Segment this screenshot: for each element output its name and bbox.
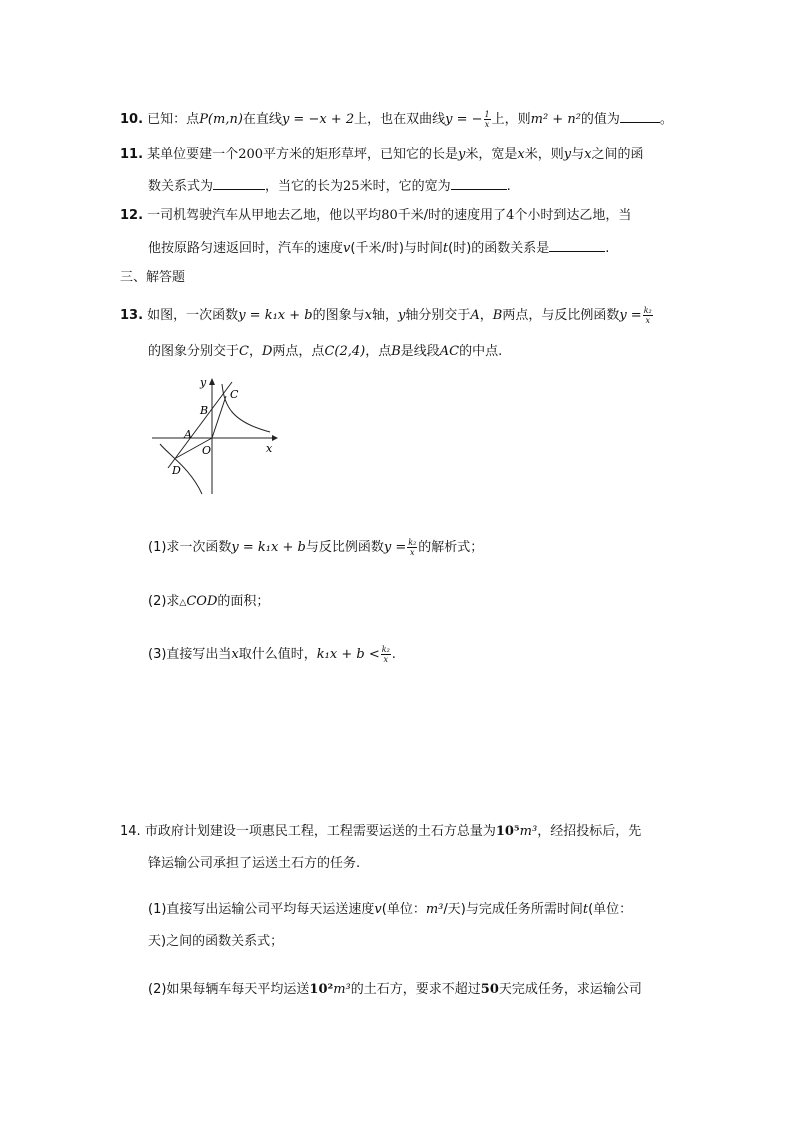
text: . — [605, 241, 610, 256]
text: 一司机驾驶汽车从甲地去乙地，他以平均 — [147, 208, 382, 223]
number: 50 — [480, 982, 499, 997]
question-13-part-2 — [148, 592, 269, 613]
text: 米时，它的宽为 — [359, 179, 451, 194]
text: (3)直接写出当 — [148, 647, 232, 662]
hyperbola-branch-lower — [160, 444, 202, 494]
text: 上，也在双曲线 — [354, 112, 446, 127]
x-axis-arrow — [272, 435, 278, 441]
question-14-part-1-line-2 — [148, 932, 283, 952]
question-14-line-1 — [120, 822, 641, 842]
math-var: v — [374, 902, 382, 917]
math-var: B — [391, 344, 401, 359]
segment-oc — [212, 396, 226, 438]
math-segment: AC — [439, 344, 460, 359]
fraction-numerator: k₂ — [408, 538, 417, 547]
fraction — [381, 645, 391, 664]
math-expression: m² + n² — [530, 112, 581, 127]
text: (单位： — [588, 902, 633, 917]
text: 两点，点 — [272, 344, 325, 359]
question-14-part-1-line-1 — [148, 900, 632, 920]
math-inequality: k₁x + b < — [316, 647, 380, 662]
text: 已知：点 — [147, 112, 200, 127]
text: 是线段 — [400, 344, 440, 359]
question-12-line-2 — [148, 237, 609, 259]
math-var: C — [239, 344, 249, 359]
question-number: 12. — [120, 208, 144, 223]
number: 80 — [381, 208, 398, 223]
math-hyperbola-eq: y = − — [445, 112, 483, 127]
question-13-part-1 — [148, 538, 483, 558]
text: 米，宽是 — [465, 147, 518, 162]
fraction-denominator: x — [383, 655, 388, 664]
text: 千米/时的速度用了 — [397, 208, 507, 223]
text: (时)的函数关系是 — [448, 241, 550, 256]
text: 在直线 — [242, 112, 282, 127]
text: 他按原路匀速返回时，汽车的速度 — [148, 241, 344, 256]
fraction-denominator: x — [484, 120, 490, 129]
text: 两点，与反比例函数 — [502, 308, 620, 323]
math-var: y — [458, 147, 466, 162]
number: 25 — [343, 179, 360, 194]
fraction — [407, 538, 417, 557]
text: 的值为 — [580, 112, 620, 127]
text: 的图象分别交于 — [148, 344, 240, 359]
question-number: 14. — [120, 824, 141, 839]
math-unit: m³ — [425, 902, 444, 917]
text: 轴分别交于 — [405, 308, 471, 323]
text: 个小时到达乙地，当 — [514, 208, 632, 223]
text: 上，则 — [491, 112, 531, 127]
text: (1)求一次函数 — [148, 540, 232, 555]
math-point: C(2,4) — [324, 344, 366, 359]
question-number: 11. — [120, 147, 144, 162]
question-13-part-3 — [148, 645, 396, 665]
fraction — [484, 110, 491, 129]
math-var: y — [397, 308, 406, 323]
math-point: P(m,n) — [199, 112, 243, 127]
fraction-denominator: x — [409, 548, 415, 557]
number: 10² — [309, 982, 334, 997]
section-heading: 三、解答题 — [120, 270, 186, 285]
text: 与反比例函数 — [305, 540, 384, 555]
answer-blank[interactable] — [620, 108, 660, 123]
answer-blank[interactable] — [451, 175, 507, 190]
math-unit: m³ — [519, 824, 538, 839]
math-unit: m³ — [333, 982, 351, 997]
text: 的图象与 — [312, 308, 365, 323]
number: 200 — [238, 147, 264, 162]
text: . — [506, 179, 511, 194]
math-var: D — [261, 344, 273, 359]
fraction-numerator: 1 — [484, 110, 490, 119]
math-var: v — [343, 241, 351, 256]
math-var: x — [364, 308, 372, 323]
math-var: x — [517, 147, 525, 162]
text: 天完成任务，求运输公司 — [498, 982, 642, 997]
text: 如图，一次函数 — [147, 308, 239, 323]
text: 的解析式； — [418, 540, 484, 555]
function-graph-figure — [150, 376, 280, 498]
point-a-label: A — [184, 428, 192, 441]
question-11-line-2 — [148, 175, 511, 197]
point-b-label: B — [200, 404, 209, 417]
origin-label: O — [202, 444, 212, 457]
math-var: y — [563, 147, 572, 162]
linear-function-line — [168, 382, 232, 468]
math-linear-eq: y = k₁x + b — [238, 308, 313, 323]
triangle-symbol: △ — [179, 598, 187, 608]
question-13-line-1 — [120, 306, 654, 326]
question-number: 13. — [120, 308, 144, 323]
math-linear-eq: y = k₁x + b — [231, 540, 306, 555]
answer-blank[interactable] — [213, 175, 265, 190]
text: 锋运输公司承担了运送土石方的任务. — [148, 856, 361, 871]
y-axis-label: y — [200, 376, 207, 389]
text: 数关系式为 — [148, 179, 214, 194]
text: 的中点. — [459, 344, 503, 359]
text: ，经招投标后，先 — [537, 824, 642, 839]
text: 之间的函 — [591, 147, 644, 162]
math-line-eq: y = −x + 2 — [281, 112, 355, 127]
number: 10⁵ — [495, 824, 520, 839]
math-var: t — [582, 902, 589, 917]
x-axis-label: x — [266, 442, 273, 455]
question-14-part-2 — [148, 980, 642, 1000]
text: 天)之间的函数关系式； — [148, 934, 284, 949]
math-var: B — [492, 308, 503, 323]
fraction-numerator: k₂ — [643, 306, 652, 315]
text: . — [391, 647, 396, 662]
text: 米，则 — [524, 147, 564, 162]
text: ， — [479, 308, 493, 323]
math-inverse-eq: y = — [383, 540, 407, 555]
text: ，点 — [365, 344, 392, 359]
fraction — [643, 306, 653, 325]
text: 与 — [571, 147, 585, 162]
text: ， — [248, 344, 262, 359]
text: 取什么值时， — [238, 647, 317, 662]
text: (2)如果每辆车每天平均运送 — [148, 982, 310, 997]
question-14-line-2 — [148, 854, 360, 874]
fraction-denominator: x — [645, 316, 650, 325]
text: 某单位要建一个 — [147, 147, 239, 162]
text: 轴， — [371, 308, 398, 323]
text: 的面积； — [217, 594, 270, 609]
text: 平方米的矩形草坪，已知它的长是 — [263, 147, 459, 162]
math-var: x — [231, 647, 239, 662]
question-12-line-1 — [120, 206, 631, 226]
number: 4 — [506, 208, 515, 223]
text: 的土石方，要求不超过 — [350, 982, 481, 997]
question-13-line-2 — [148, 342, 502, 362]
text: 。 — [659, 112, 673, 127]
point-d-label: D — [172, 464, 181, 477]
text: ，当它的长为 — [265, 179, 344, 194]
math-triangle-name: COD — [186, 594, 218, 609]
question-10 — [120, 108, 673, 130]
math-var: A — [470, 308, 480, 323]
text: (单位： — [381, 902, 426, 917]
math-inverse-eq: y = — [619, 308, 642, 323]
text: /天)与完成任务所需时间 — [443, 902, 583, 917]
fraction-numerator: k₂ — [381, 645, 390, 654]
answer-blank[interactable] — [549, 237, 605, 252]
text: (1)直接写出运输公司平均每天运送速度 — [148, 902, 375, 917]
text: 市政府计划建设一项惠民工程，工程需要运送的土石方总量为 — [144, 824, 496, 839]
text: (千米/时)与时间 — [350, 241, 443, 256]
y-axis-arrow — [209, 378, 215, 385]
point-c-label: C — [230, 388, 239, 401]
math-var: x — [584, 147, 592, 162]
question-number: 10. — [120, 112, 144, 127]
question-11-line-1 — [120, 145, 644, 165]
text: (2)求 — [148, 594, 180, 609]
math-var: t — [442, 241, 449, 256]
